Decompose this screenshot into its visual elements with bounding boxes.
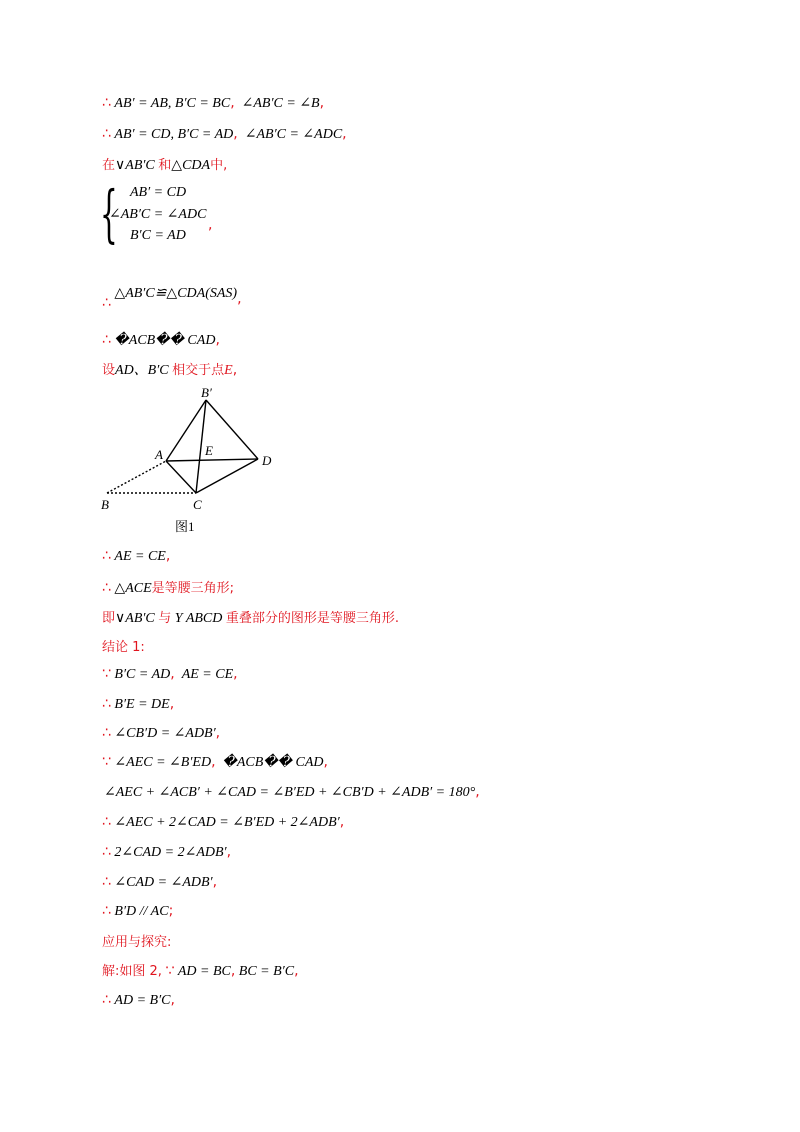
segment-a-d: [166, 459, 258, 461]
line-14: ∠AEC + ∠ACB′ + ∠CAD = ∠B′ED + ∠CB′D + ∠ADB′ = 180°,: [104, 784, 480, 800]
equation: AB′ = AB, B′C = BC: [114, 96, 231, 111]
label-b: B: [101, 497, 109, 512]
conclusion-heading: 结论 1:: [102, 640, 145, 655]
label-c: C: [193, 497, 202, 512]
segment-c-d: [196, 459, 258, 493]
label-e: E: [205, 443, 213, 458]
label-b-prime: B′: [201, 385, 212, 400]
line-1: ∴ AB′ = AB, B′C = BC, ∠AB′C = ∠B,: [102, 95, 325, 111]
line-16: ∴ 2∠CAD = 2∠ADB′,: [102, 844, 232, 860]
segment-a-c: [166, 461, 196, 493]
line-6: 设AD、B′C 相交于点E,: [102, 362, 238, 378]
line-5: ∴ �ACB�� CAD,: [102, 332, 220, 348]
label-a: A: [155, 447, 163, 462]
label-d: D: [262, 453, 272, 468]
line-10: ∵ B′C = AD, AE = CE,: [102, 666, 238, 682]
line-17: ∴ ∠CAD = ∠ADB′,: [102, 874, 218, 890]
line-2: ∴ AB′ = CD, B′C = AD, ∠AB′C = ∠ADC,: [102, 126, 347, 142]
equation: AB′ = CD, B′C = AD: [114, 127, 234, 142]
line-8: ∴ △ACE是等腰三角形;: [102, 580, 235, 596]
apply-heading: 应用与探究:: [102, 935, 172, 950]
line-4: ∴ △AB′C≌△CDA(SAS),: [102, 286, 242, 311]
therefore-symbol: ∴: [102, 95, 111, 111]
segment-bp-d: [206, 400, 258, 459]
line-19: 解:如图 2, ∵ AD = BC, BC = B′C,: [102, 963, 299, 979]
figure-caption: 图1: [175, 519, 195, 534]
line-15: ∴ ∠AEC + 2∠CAD = ∠B′ED + 2∠ADB′,: [102, 814, 345, 830]
line-9: 即∨AB′C 与 Y ABCD 重叠部分的图形是等腰三角形.: [102, 611, 400, 626]
line-7: ∴ AE = CE,: [102, 548, 171, 564]
segment-b-a-dashed: [107, 461, 166, 493]
equation-system: { AB′ = CD ∠AB′C = ∠ADC B′C = AD ,: [100, 177, 213, 250]
line-13: ∵ ∠AEC = ∠B′ED, �ACB�� CAD,: [102, 754, 328, 770]
therefore-symbol: ∴: [102, 126, 111, 142]
brace: {: [100, 177, 118, 250]
line-11: ∴ B′E = DE,: [102, 696, 175, 712]
equation: ∠AB′C = ∠ADC: [244, 127, 343, 142]
line-20: ∴ AD = B′C,: [102, 992, 175, 1008]
line-3: 在∨AB′C 和△CDA中,: [102, 158, 228, 173]
figure-1: [95, 383, 295, 538]
line-18: ∴ B′D // AC;: [102, 903, 174, 919]
equation: ∠AB′C = ∠B: [241, 96, 320, 111]
line-12: ∴ ∠CB′D = ∠ADB′,: [102, 725, 221, 741]
